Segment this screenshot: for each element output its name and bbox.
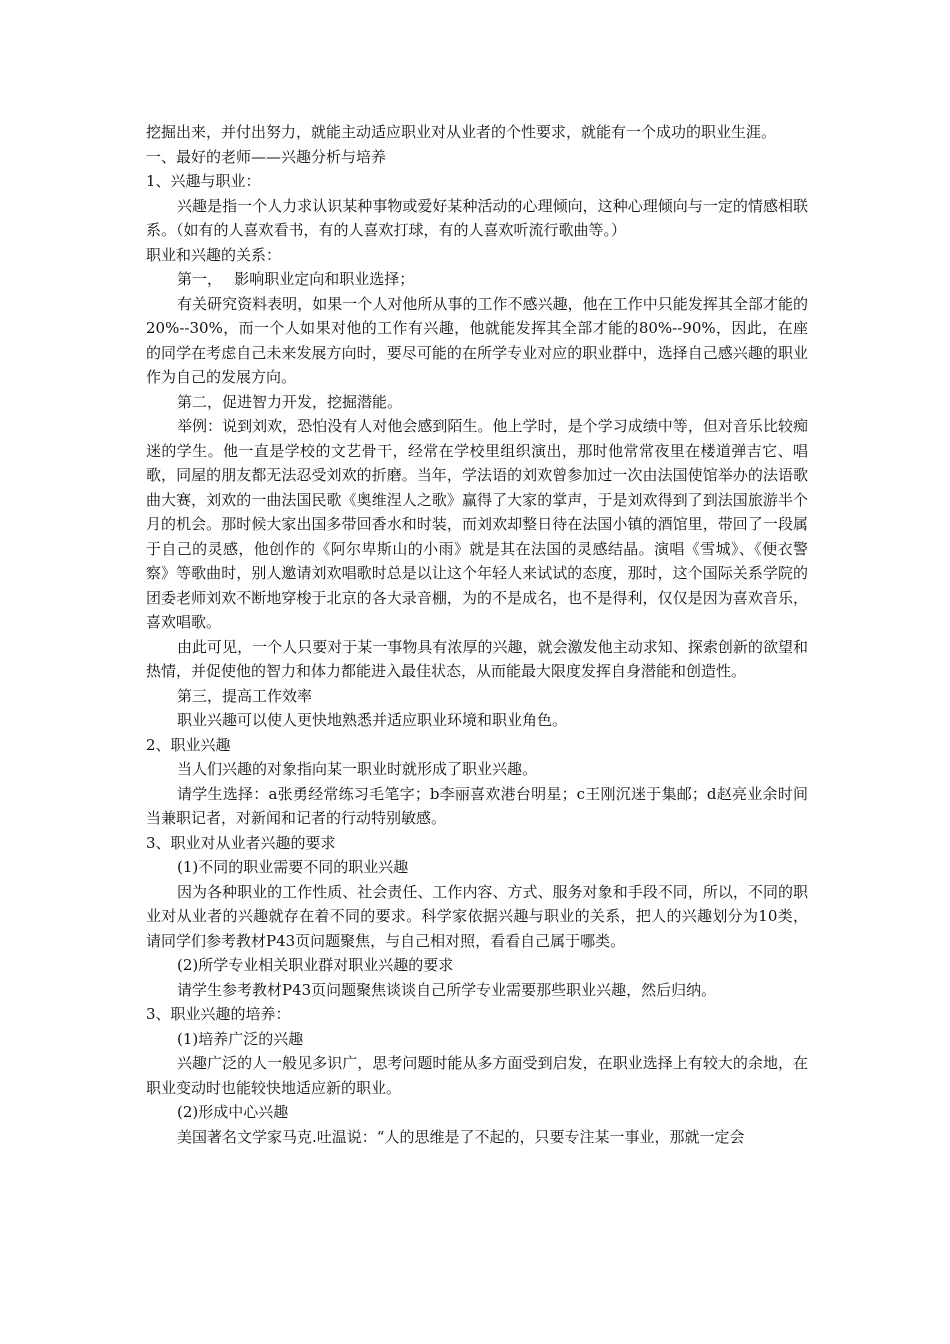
paragraph: (1)不同的职业需要不同的职业兴趣 xyxy=(177,858,409,876)
paragraph: 由此可见，一个人只要对于某一事物具有浓厚的兴趣，就会激发他主动求知、探索创新的欲望和热情，并促使他的智力和体力都能进入最佳状态，从而能最大限度发挥自身潜能和创造性。 xyxy=(146,637,808,680)
subsection-heading: 1、兴趣与职业： xyxy=(146,172,261,190)
paragraph: 请学生选择：a张勇经常练习毛笔字；b李丽喜欢港台明星；c王刚沉迷于集邮；d赵亮业余时间当兼职记者，对新闻和记者的行动特别敏感。 xyxy=(146,784,808,827)
subsection-heading: 3、职业对从业者兴趣的要求 xyxy=(146,833,336,852)
paragraph: 第二，促进智力开发，挖掘潜能。 xyxy=(177,392,403,411)
subsection-heading: 职业和兴趣的关系： xyxy=(146,245,282,264)
paragraph: 举例：说到刘欢，恐怕没有人对他会感到陌生。他上学时，是个学习成绩中等，但对音乐比较痴迷的学生。他一直是学校的文艺骨干，经常在学校里组织演出，那时他常常夜里在楼道弹吉它、唱歌，同屋的朋友都无法忍受刘欢的折磨。当年，学法语的刘欢曾参加过一次由法国使馆举办的法语歌曲大赛，刘欢的一曲法国民歌《奥维涅人之歌》赢得了大家的掌声，于是刘欢得到了到法国旅游半个月的机会。那时候大家出国多带回香水和时装，而刘欢却整日待在法国小镇的酒馆里，带回了一段属于自己的灵感，他创作的《阿尔卑斯山的小雨》就是其在法国的灵感结晶。演唱《雪城》、《便衣警察》等歌曲时，别人邀请刘欢唱歌时总是以让这个年轻人来试试的态度，那时，这个国际关系学院的团委老师刘欢不断地穿梭于北京的各大录音棚，为的不是成名，也不是得利，仅仅是因为喜欢音乐，喜欢唱歌。 xyxy=(146,417,808,631)
paragraph: (2)所学专业相关职业群对职业兴趣的要求 xyxy=(177,956,454,974)
paragraph: 因为各种职业的工作性质、社会责任、工作内容、方式、服务对象和手段不同，所以，不同的职业对从业者的兴趣就存在着不同的要求。科学家依据兴趣与职业的关系，把人的兴趣划分为10类，请同学们参考教材P43页问题聚焦，与自己相对照，看看自己属于哪类。 xyxy=(146,882,808,950)
subsection-heading: 3、职业兴趣的培养： xyxy=(146,1005,291,1023)
section-heading: 一、最好的老师——兴趣分析与培养 xyxy=(146,147,387,166)
paragraph: (2)形成中心兴趣 xyxy=(177,1103,289,1121)
subsection-heading: 2、职业兴趣 xyxy=(146,735,231,754)
paragraph: 请学生参考教材P43页问题聚焦谈谈自己所学专业需要那些职业兴趣，然后归纳。 xyxy=(177,980,717,999)
paragraph: 当人们兴趣的对象指向某一职业时就形成了职业兴趣。 xyxy=(177,760,538,778)
document-page xyxy=(146,120,808,1149)
paragraph: 兴趣广泛的人一般见多识广，思考问题时能从多方面受到启发，在职业选择上有较大的余地，在职业变动时也能较快地适应新的职业。 xyxy=(146,1054,808,1097)
paragraph: (1)培养广泛的兴趣 xyxy=(177,1029,304,1048)
paragraph: 有关研究资料表明，如果一个人对他所从事的工作不感兴趣，他在工作中只能发挥其全部才能的20%--30%，而一个人如果对他的工作有兴趣，他就能发挥其全部才能的80%--90%，因此，在座的同学在考虑自己未来发展方向时，要尽可能的在所学专业对应的职业群中，选择自己感兴趣的职业作为自己的发展方向。 xyxy=(146,294,808,386)
paragraph: 兴趣是指一个人力求认识某种事物或爱好某种活动的心理倾向，这种心理倾向与一定的情感相联系。（如有的人喜欢看书，有的人喜欢打球，有的人喜欢听流行歌曲等。） xyxy=(146,196,808,239)
paragraph: 第一， 影响职业定向和职业选择； xyxy=(177,270,415,288)
paragraph: 美国著名文学家马克.吐温说：“人的思维是了不起的，只要专注某一事业，那就一定会 xyxy=(177,1127,745,1146)
paragraph: 挖掘出来，并付出努力，就能主动适应职业对从业者的个性要求，就能有一个成功的职业生涯。 xyxy=(146,123,777,141)
paragraph: 第三，提高工作效率 xyxy=(177,686,313,705)
paragraph: 职业兴趣可以使人更快地熟悉并适应职业环境和职业角色。 xyxy=(177,711,568,729)
